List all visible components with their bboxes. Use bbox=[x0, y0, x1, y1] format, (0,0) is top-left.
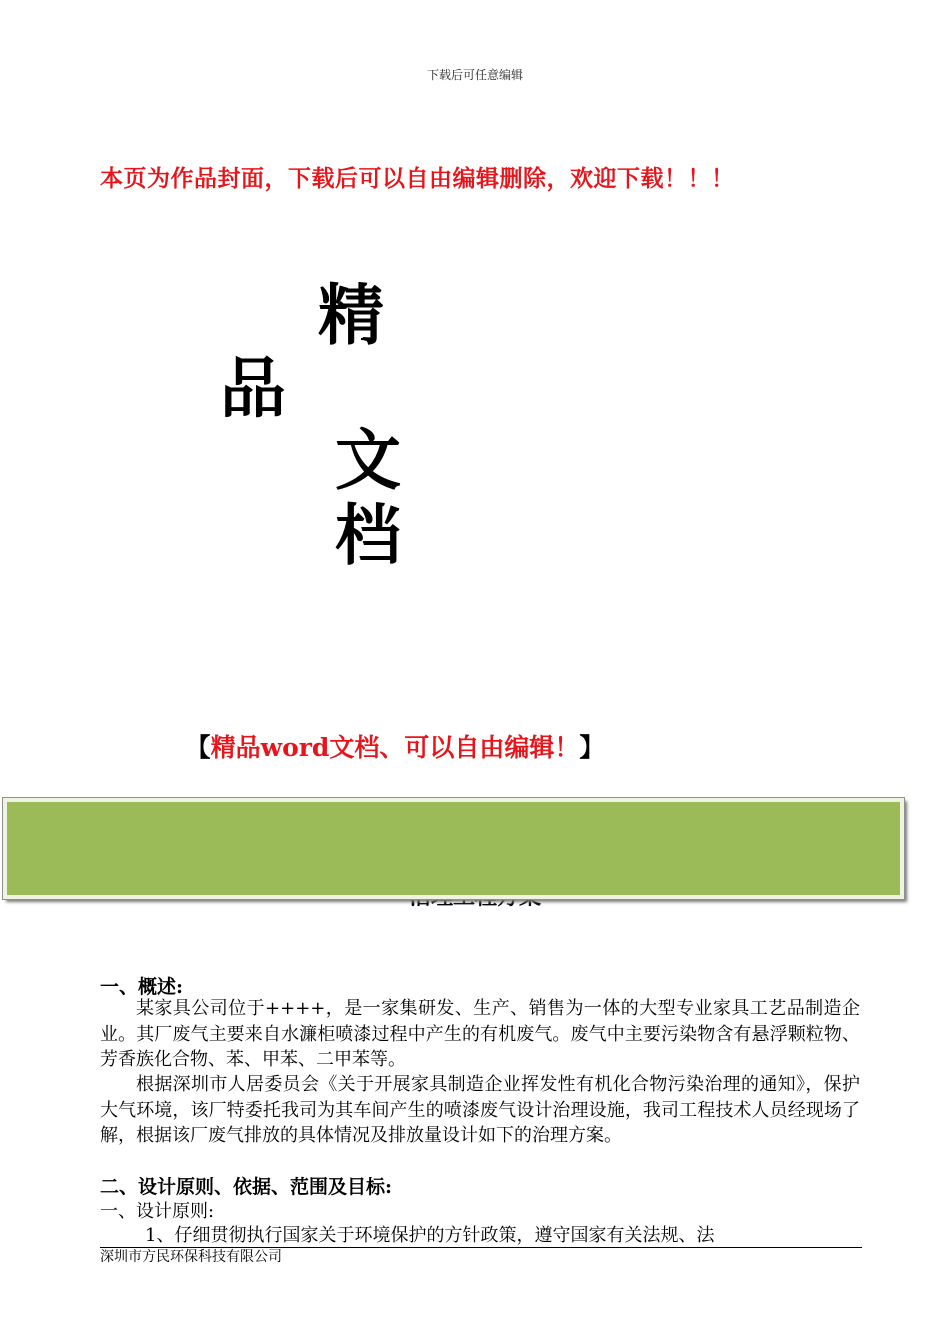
cover-char-jing: 精 bbox=[318, 277, 384, 354]
section1-heading: 一、概述: bbox=[100, 976, 184, 998]
editable-banner bbox=[0, 728, 790, 764]
banner-close-bracket: 】 bbox=[579, 733, 605, 762]
title-cover-box bbox=[3, 798, 904, 899]
cover-char-wen: 文 bbox=[335, 422, 401, 499]
banner-text: 精品word文档、可以自由编辑！ bbox=[210, 733, 580, 762]
banner-open-bracket: 【 bbox=[185, 733, 211, 762]
cover-char-pin: 品 bbox=[220, 350, 286, 427]
section2-heading: 二、设计原则、依据、范围及目标: bbox=[100, 1176, 393, 1198]
overview-paragraph: 某家具公司位于++++，是一家集研发、生产、销售为一体的大型专业家具工艺品制造企业。其厂废气主要来自水濂柜喷漆过程中产生的有机废气。废气中主要污染物含有悬浮颗粒物、芳香族化合物、苯、甲苯、二甲苯等。 bbox=[100, 998, 860, 1070]
cover-notice: 本页为作品封面，下载后可以自由编辑删除，欢迎下载！！！ bbox=[100, 166, 735, 192]
footer-company: 深圳市方民环保科技有限公司 bbox=[100, 1249, 282, 1265]
cover-char-dang: 档 bbox=[335, 497, 401, 574]
principle-item-1: 1、仔细贯彻执行国家关于环境保护的方针政策，遵守国家有关法规、法 bbox=[145, 1225, 715, 1246]
background-paragraph: 根据深圳市人居委员会《关于开展家具制造企业挥发性有机化合物污染治理的通知》，保护大气环境，该厂特委托我司为其车间产生的喷漆废气设计治理设施，我司工程技术人员经现场了解，根据该厂废气排放的具体情况及排放量设计如下的治理方案。 bbox=[100, 1074, 860, 1146]
design-principles-heading: 一、设计原则: bbox=[100, 1201, 215, 1222]
header-note: 下载后可任意编辑 bbox=[426, 68, 523, 82]
